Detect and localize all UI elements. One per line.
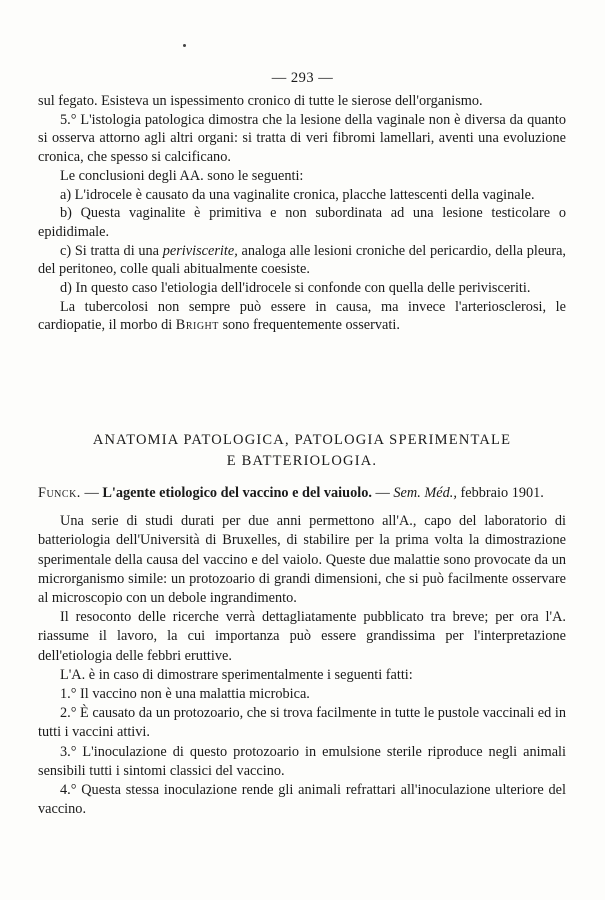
conclusion-c-end: analoga alle lesioni croniche del pericardio, della pleura, del peritoneo, colle quali abitualmente coesiste.	[38, 242, 566, 278]
tubercolosi-start: La tubercolosi non sempre può essere in causa, ma invece l'arteriosclerosi, le cardiopatie, il morbo di	[38, 298, 566, 334]
conclusion-d: d) In questo caso l'etiologia dell'idrocele si confonde con quella delle perivisceriti.	[60, 280, 531, 297]
conclusion-c-start: c) Si tratta di una	[60, 242, 163, 259]
reference-journal: Sem. Méd.,	[393, 485, 457, 501]
fact-1: 1.° Il vaccino non è una malattia microbica.	[60, 686, 310, 703]
reference-dash-1: —	[80, 485, 103, 501]
reference-title: L'agente etiologico del vaccino e del vaiuolo.	[102, 485, 372, 501]
body-text-top	[38, 92, 566, 335]
conclusion-c	[38, 242, 566, 279]
section-title-line-1: ANATOMIA PATOLOGICA, PATOLOGIA SPERIMENTALE	[92, 432, 512, 448]
paragraph-fatti-intro: L'A. è in caso di dimostrare sperimentalmente i seguenti fatti:	[60, 666, 413, 683]
reference-entry	[38, 484, 566, 503]
paragraph-tubercolosi	[38, 298, 566, 335]
paragraph-resoconto: Il resoconto delle ricerche verrà dettagliatamente pubblicato tra breve; per ora l'A. riassume il lavoro, la cui importanza può essere grandissima per l'interpretazione dell'etiologia delle febbri eruttive.	[38, 609, 566, 664]
conclusion-b: b) Questa vaginalite è primitiva e non subordinata ad una lesione testicolare o epididimale.	[38, 205, 566, 240]
paragraph-point-5: 5.° L'istologia patologica dimostra che la lesione della vaginale non è diversa da quanto si osserva attorno agli altri organi: si tratta di veri fibromi lamellari, aventi una evoluzione cronica, che spesso si calcificano.	[38, 111, 566, 166]
tubercolosi-end: sono frequentemente osservati.	[218, 317, 400, 334]
fact-3: 3.° L'inoculazione di questo protozoario in emulsione sterile riproduce negli animali sensibili tutti i sintomi classici del vaccino.	[38, 743, 566, 779]
fact-2: 2.° È causato da un protozoario, che si trova facilmente in tutte le pustole vaccinali ed in tutti i vaccini attivi.	[38, 705, 566, 741]
reference-author: Funck.	[38, 485, 81, 501]
bright-name: Bright	[175, 317, 219, 334]
section-title-line-2: E BATTERIOLOGIA.	[226, 453, 378, 469]
body-text-bottom	[38, 484, 566, 819]
fact-4: 4.° Questa stessa inoculazione rende gli animali refrattari all'inoculazione ulteriore del vaccino.	[38, 782, 566, 818]
speck-mark	[183, 44, 186, 47]
conclusion-c-term: periviscerite,	[162, 242, 238, 259]
reference-dash-2: —	[371, 485, 394, 501]
paragraph-studi: Una serie di studi durati per due anni permettono all'A., capo del laboratorio di batteriologia dell'Università di Bruxelles, di stabilire per la prima volta la dimostrazione sperimentale della causa del vaccino e del vaiolo. Queste due malattie sono provocate da un microrganismo simile: un protozoario di grandi dimensioni, che si può facilmente osservare al microscopio con un debole ingrandimento.	[38, 513, 566, 607]
paragraph-continuation: sul fegato. Esisteva un ispessimento cronico di tutte le sierose dell'organismo.	[38, 93, 483, 109]
conclusion-a: a) L'idrocele è causato da una vaginalite cronica, placche lattescenti della vaginale.	[60, 186, 535, 203]
section-title	[38, 430, 566, 472]
paragraph-conclusions-intro: Le conclusioni degli AA. sono le seguenti:	[60, 167, 304, 184]
reference-date: febbraio 1901.	[456, 485, 544, 501]
page-number: — 293 —	[271, 70, 334, 86]
